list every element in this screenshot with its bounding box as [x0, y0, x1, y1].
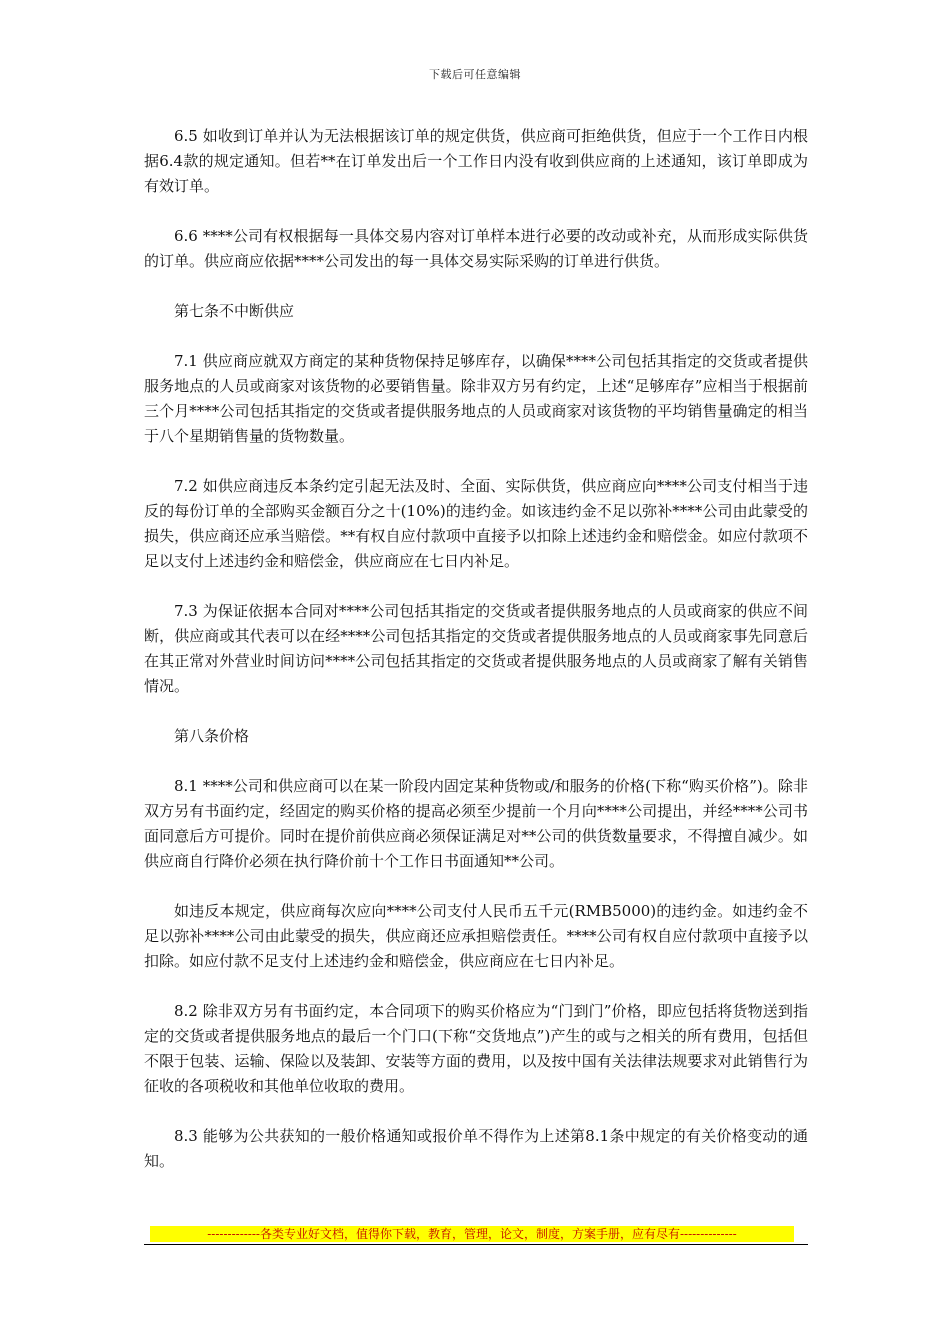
article-7-heading: 第七条不中断供应	[174, 302, 295, 320]
document-body	[144, 124, 808, 1199]
article-8-heading: 第八条价格	[174, 727, 250, 745]
clause-6-5: 6.5 如收到订单并认为无法根据该订单的规定供货，供应商可拒绝供货，但应于一个工作日内根据6.4款的规定通知。但若**在订单发出后一个工作日内没有收到供应商的上述通知，该订单即成为有效订单。	[144, 127, 808, 195]
clause-7-3: 7.3 为保证依据本合同对****公司包括其指定的交货或者提供服务地点的人员或商家的供应不间断，供应商或其代表可以在经****公司包括其指定的交货或者提供服务地点的人员或商家事先同意后在其正常对外营业时间访问****公司包括其指定的交货或者提供服务地点的人员或商家了解有关销售情况。	[144, 602, 808, 695]
clause-8-2: 8.2 除非双方另有书面约定，本合同项下的购买价格应为“门到门”价格，即应包括将货物送到指定的交货或者提供服务地点的最后一个门口(下称“交货地点”)产生的或与之相关的所有费用，包括但不限于包装、运输、保险以及装卸、安装等方面的费用，以及按中国有关法律法规要求对此销售行为征收的各项税收和其他单位收取的费用。	[144, 1002, 808, 1095]
footer-divider	[144, 1244, 808, 1245]
clause-8-3: 8.3 能够为公共获知的一般价格通知或报价单不得作为上述第8.1条中规定的有关价格变动的通知。	[144, 1127, 808, 1170]
footer-banner: -------------各类专业好文档，值得你下载，教育，管理，论文，制度，方案手册，应有尽有--------------	[150, 1226, 794, 1242]
clause-6-6: 6.6 ****公司有权根据每一具体交易内容对订单样本进行必要的改动或补充，从而形成实际供货的订单。供应商应依据****公司发出的每一具体交易实际采购的订单进行供货。	[144, 227, 808, 270]
clause-7-2: 7.2 如供应商违反本条约定引起无法及时、全面、实际供货，供应商应向****公司支付相当于违反的每份订单的全部购买金额百分之十(10%)的违约金。如该违约金不足以弥补****公司由此蒙受的损失，供应商还应承当赔偿。**有权自应付款项中直接予以扣除上述违约金和赔偿金。如应付款项不足以支付上述违约金和赔偿金，供应商应在七日内补足。	[144, 477, 808, 570]
clause-8-1: 8.1 ****公司和供应商可以在某一阶段内固定某种货物或/和服务的价格(下称“购买价格”)。除非双方另有书面约定，经固定的购买价格的提高必须至少提前一个月向****公司提出，并经****公司书面同意后方可提价。同时在提价前供应商必须保证满足对**公司的供货数量要求，不得擅自减少。如供应商自行降价必须在执行降价前十个工作日书面通知**公司。	[144, 777, 808, 870]
clause-7-1: 7.1 供应商应就双方商定的某种货物保持足够库存，以确保****公司包括其指定的交货或者提供服务地点的人员或商家对该货物的必要销售量。除非双方另有约定，上述“足够库存”应相当于根据前三个月****公司包括其指定的交货或者提供服务地点的人员或商家对该货物的平均销售量确定的相当于八个星期销售量的货物数量。	[144, 352, 808, 445]
page-header: 下载后可任意编辑	[429, 68, 521, 81]
clause-8-1-penalty: 如违反本规定，供应商每次应向****公司支付人民币五千元(RMB5000)的违约金。如违约金不足以弥补****公司由此蒙受的损失，供应商还应承担赔偿责任。****公司有权自应付款项中直接予以扣除。如应付款不足支付上述违约金和赔偿金，供应商应在七日内补足。	[144, 902, 808, 970]
